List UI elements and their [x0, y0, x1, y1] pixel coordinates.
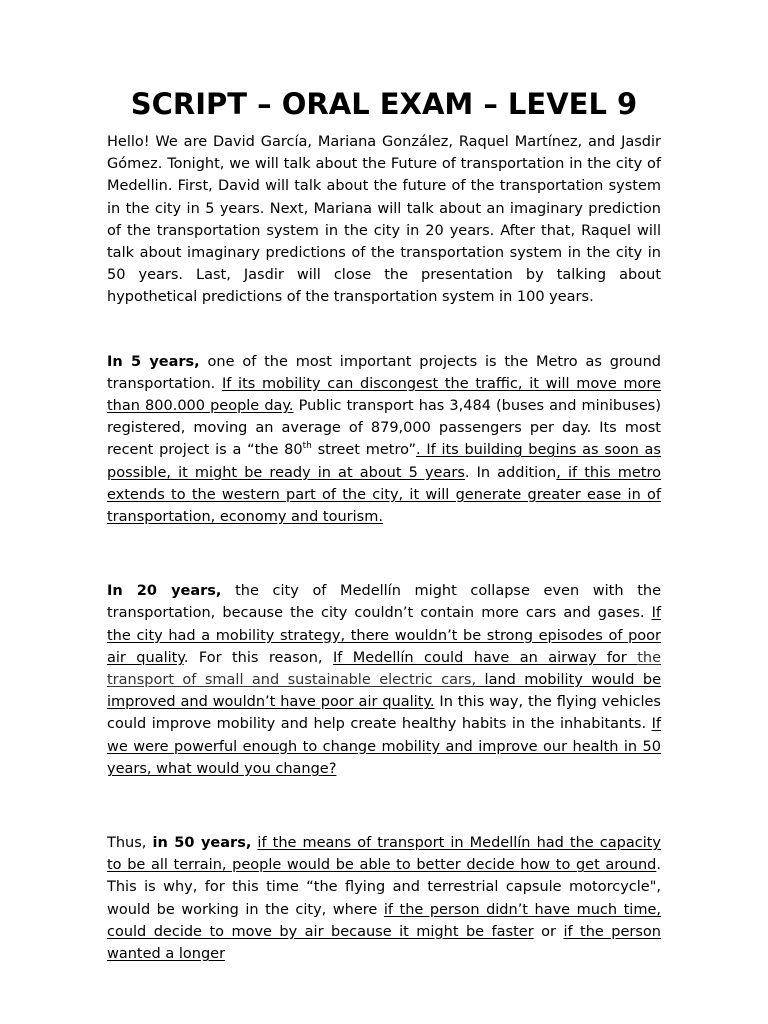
paragraph-5-years — [107, 351, 661, 529]
heading-5-years: In 5 years, — [107, 353, 200, 370]
p5-text-1: one of the most important projects is the Metro as ground transportation. — [107, 353, 662, 392]
p50-text-4: or — [533, 923, 564, 940]
p20-underline-2c: land mobility would be improved and wouldn’t have poor air quality. — [107, 672, 661, 711]
paragraph-50-years — [107, 832, 661, 965]
heading-50-years: in 50 years, — [152, 835, 252, 852]
p50-underline-1: if the means of transport in Medellín had the capacity to be all terrain, people would be able to better decide how to get around — [107, 835, 661, 874]
document-page — [107, 87, 662, 965]
p50-text-3: . This is why, for this time “the flying and terrestrial capsule motorcycle", would be working in the city, where — [107, 857, 661, 918]
p20-text-2: . For this reason, — [183, 649, 333, 666]
p20-underline-2a: If Medellín could have an airway for — [332, 649, 638, 666]
heading-20-years: In 20 years, — [107, 583, 222, 600]
p20-underline-3: If we were powerful enough to change mobility and improve our health in 50 years, what would you change? — [107, 716, 661, 777]
paragraph-20-years — [107, 580, 661, 780]
p20-underline-2b: the transport of small and sustainable electric cars, — [107, 649, 661, 689]
p5-underline-3: , if this metro extends to the western part of the city, it will generate greater ease in of transportation, economy and tourism. — [107, 464, 661, 526]
p5-text-3: street metro” — [311, 442, 416, 459]
p20-text-3: In this way, the flying vehicles could improve mobility and help create healthy habits in the inhabitants. — [107, 694, 661, 733]
intro-paragraph: Hello! We are David García, Mariana González, Raquel Martínez, and Jasdir Gómez. Tonight, we will talk about the Future of transportation in the city of Medellin. First, David will talk about the future of the transportation system in the city in 5 years. Next, Mariana will talk about an imaginary prediction of the transportation system in the city in 20 years. After that, Raquel will talk about imaginary predictions of the transportation system in the city in 50 years. Last, Jasdir will close the presentation by talking about hypothetical predictions of the transportation system in 100 years. — [107, 134, 661, 306]
p50-underline-2: if the person didn’t have much time, could decide to move by air because it might be faster — [107, 901, 661, 940]
p5-underline-1: If its mobility can discongest the traffic, it will move more than 800.000 people day. — [107, 375, 661, 415]
p5-superscript: th — [302, 441, 312, 452]
p5-text-4: . In addition — [464, 464, 557, 481]
p50-text-1: Thus, — [107, 835, 153, 852]
document-title: SCRIPT – ORAL EXAM – LEVEL 9 — [130, 87, 638, 121]
p5-underline-2: . If its building begins as soon as possible, it might be ready in at about 5 years — [107, 442, 661, 481]
p20-underline-1: If the city had a mobility strategy, there wouldn’t be strong episodes of poor air quality — [107, 605, 661, 666]
p50-underline-3: if the person wanted a longer — [107, 923, 661, 963]
p5-text-2: Public transport has 3,484 (buses and minibuses) registered, moving an average of 879,000 passengers per day. Its most recent project is a “the 80 — [107, 398, 661, 459]
p20-text-1: the city of Medellín might collapse even with the transportation, because the city couldn’t contain more cars and gases. — [107, 583, 661, 622]
